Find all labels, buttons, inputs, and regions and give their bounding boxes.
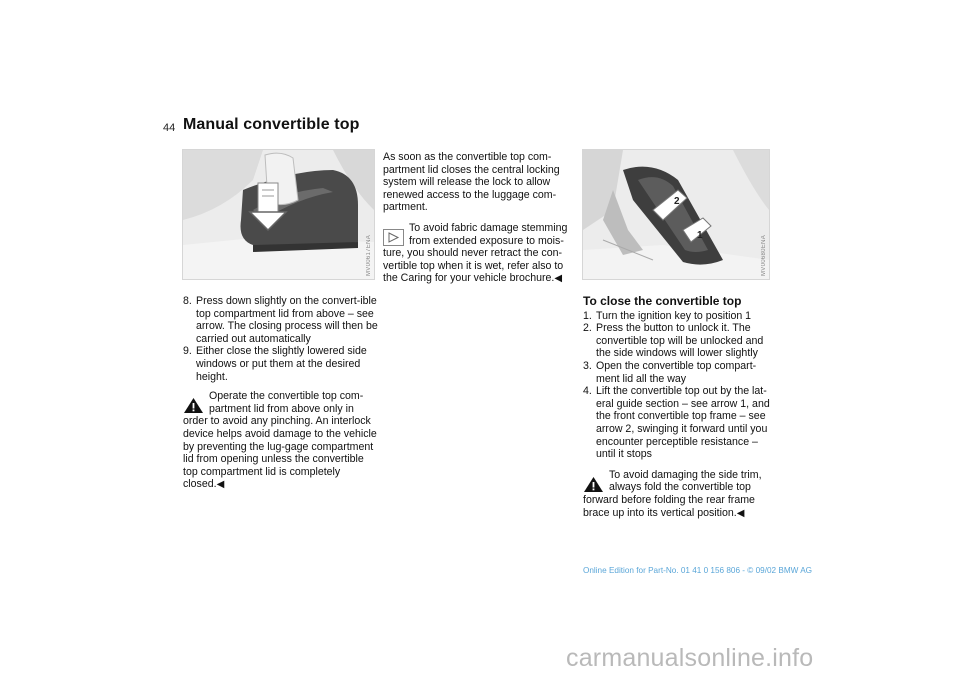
middle-column (383, 151, 578, 286)
figure-code: MV00680ENA (761, 234, 767, 276)
left-column (183, 295, 378, 492)
open-steps-list (583, 310, 775, 461)
edition-footer: Online Edition for Part-No. 01 41 0 156 806 - © 09/02 BMW AG (583, 566, 813, 575)
note-triangle-icon (383, 229, 404, 246)
figure-code: MV00617ENA (366, 234, 372, 276)
warning-note: To avoid damaging the side trim, always fold the convertible top forward before folding the rear frame brace up into its vertical position.◀ (583, 468, 762, 519)
warning-triangle-icon (183, 397, 204, 414)
list-item: 4. Lift the convertible top out by the lat-eral guide section – see arrow 1, and the front convertible top frame – see arrow 2, swinging it forward until you encounter perceptible resistance – until it stops (583, 385, 770, 461)
list-item: 9. Either close the slightly lowered side windows or put them at the desired height. (183, 345, 367, 383)
list-item: 8. Press down slightly on the convert-ible top compartment lid from above – see arrow. The closing process will then be carried out automatically (183, 295, 378, 345)
end-mark: ◀ (736, 507, 745, 519)
arrow-label-1: 1 (697, 230, 703, 241)
warning-triangle-icon (583, 476, 604, 493)
figure-compartment-lid (182, 149, 375, 280)
page-number: 44 (163, 122, 176, 134)
section-heading: To close the convertible top (583, 294, 742, 308)
figure-lift-top (582, 149, 770, 280)
list-item: 3. Open the convertible top compart-ment lid all the way (583, 359, 757, 385)
list-item: 1. Turn the ignition key to position 1 (583, 309, 752, 322)
page-title: Manual convertible top (183, 116, 360, 133)
list-item: 2. Press the button to unlock it. The convertible top will be unlocked and the side windows will lower slightly (583, 322, 764, 360)
compartment-lid-illustration (183, 150, 374, 279)
end-mark: ◀ (554, 273, 563, 285)
lift-top-illustration (583, 150, 769, 279)
info-note: To avoid fabric damage stemming from extended exposure to mois- ture, you should never retract the con-vertible top when it is wet, refer also to the Caring for your vehicle brochure.◀ (383, 221, 568, 285)
right-column (583, 295, 775, 520)
warning-note: Operate the convertible top com- partment lid from above only in order to avoid any pinching. An interlock device helps avoid damage to the vehicle by preventing the lug-gage compartment lid from opening unless the convertible top compartment lid is completely closed.◀ (183, 390, 377, 491)
end-mark: ◀ (216, 479, 225, 491)
arrow-label-2: 2 (674, 196, 680, 207)
watermark: carmanualsonline.info (566, 644, 814, 672)
closing-steps-list (183, 295, 378, 383)
paragraph: As soon as the convertible top com-partment lid closes the central locking system will release the lock to allow renewed access to the luggage com-partment. (383, 151, 560, 214)
